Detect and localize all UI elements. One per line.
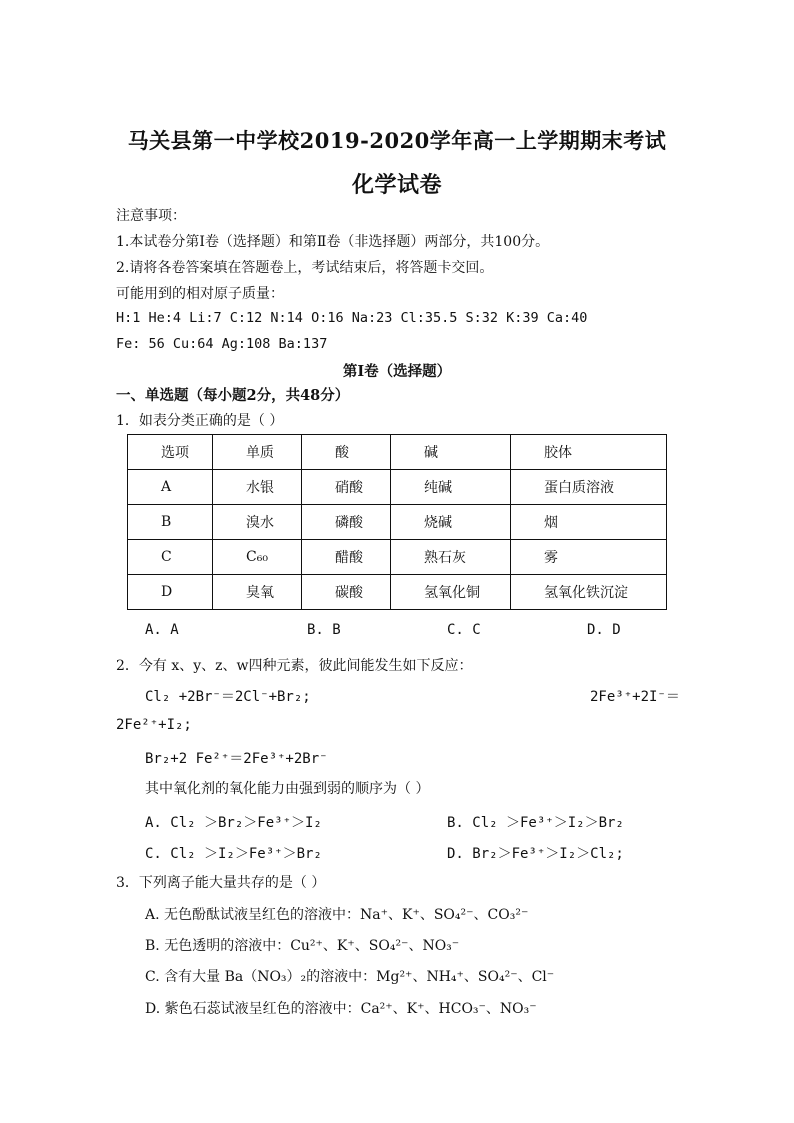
table-header-cell: 选项 [128,435,213,470]
q2-option-a: A. Cl₂ ＞Br₂＞Fe³⁺＞I₂ [145,815,322,831]
q1-stem: 1．如表分类正确的是（ ） [116,413,284,429]
q3-option-a: A. 无色酚酞试液呈红色的溶液中：Na⁺、K⁺、SO₄²⁻、CO₃²⁻ [145,907,529,923]
q1-classification-table [127,434,667,610]
table-cell: 熟石灰 [391,540,511,575]
q2-stem: 2．今有 x、y、z、w四种元素，彼此间能发生如下反应： [116,658,473,674]
q1-option-b: B. B [307,622,341,638]
table-cell: 臭氧 [213,575,302,610]
table-header-cell: 胶体 [511,435,667,470]
q1-option-d: D. D [587,622,621,638]
q2-reaction-2a: 2Fe³⁺+2I⁻＝ [590,689,680,705]
table-header-row [128,435,667,470]
q2-option-c: C. Cl₂ ＞I₂＞Fe³⁺＞Br₂ [145,846,322,862]
q2-option-d: D. Br₂＞Fe³⁺＞I₂＞Cl₂; [447,846,624,862]
table-cell: 磷酸 [302,505,391,540]
table-cell: D [128,575,213,610]
q3-stem: 3．下列离子能大量共存的是（ ） [116,875,326,891]
q2-reaction-2b: 2Fe²⁺+I₂; [116,717,192,733]
atomic-mass-heading: 可能用到的相对原子质量： [116,286,284,302]
table-row [128,540,667,575]
q2-reaction-3: Br₂+2 Fe²⁺＝2Fe³⁺+2Br⁻ [145,751,328,767]
section-title: 第Ⅰ卷（选择题） [342,363,452,380]
table-row [128,575,667,610]
table-cell: C₆₀ [213,540,302,575]
table-cell: 雾 [511,540,667,575]
notice-line-1: 1.本试卷分第Ⅰ卷（选择题）和第Ⅱ卷（非选择题）两部分，共100分。 [116,234,550,250]
table-row [128,470,667,505]
table-cell: 醋酸 [302,540,391,575]
table-cell: B [128,505,213,540]
part-title: 一、单选题（每小题2分，共48分） [116,387,350,404]
table-row [128,505,667,540]
q3-option-c: C. 含有大量 Ba（NO₃）₂的溶液中：Mg²⁺、NH₄⁺、SO₄²⁻、Cl⁻ [145,969,555,985]
exam-subtitle: 化学试卷 [351,172,442,198]
notice-heading: 注意事项： [116,208,186,224]
table-cell: 溴水 [213,505,302,540]
table-cell: 烧碱 [391,505,511,540]
exam-title: 马关县第一中学校2019-2020学年高一上学期期末考试 [127,128,667,153]
table-cell: 氢氧化铜 [391,575,511,610]
table-cell: 蛋白质溶液 [511,470,667,505]
atomic-mass-line-1: H:1 He:4 Li:7 C:12 N:14 O:16 Na:23 Cl:35.5 S:32 K:39 Ca:40 [116,310,588,326]
table-header-cell: 碱 [391,435,511,470]
q2-question: 其中氧化剂的氧化能力由强到弱的顺序为（ ） [145,781,430,797]
q3-option-d: D. 紫色石蕊试液呈红色的溶液中：Ca²⁺、K⁺、HCO₃⁻、NO₃⁻ [145,1001,537,1017]
table-header-cell: 酸 [302,435,391,470]
table-cell: 氢氧化铁沉淀 [511,575,667,610]
table-cell: 纯碱 [391,470,511,505]
q1-option-a: A. A [145,622,179,638]
table-cell: 碳酸 [302,575,391,610]
table-header-cell: 单质 [213,435,302,470]
q2-reaction-1: Cl₂ +2Br⁻＝2Cl⁻+Br₂; [145,689,311,705]
q1-option-c: C. C [447,622,481,638]
table-cell: 硝酸 [302,470,391,505]
notice-line-2: 2.请将各卷答案填在答题卷上，考试结束后，将答题卡交回。 [116,260,494,276]
q2-option-b: B. Cl₂ ＞Fe³⁺＞I₂＞Br₂ [447,815,624,831]
table-cell: 烟 [511,505,667,540]
atomic-mass-line-2: Fe: 56 Cu:64 Ag:108 Ba:137 [116,336,328,352]
q3-option-b: B. 无色透明的溶液中：Cu²⁺、K⁺、SO₄²⁻、NO₃⁻ [145,938,460,954]
table-cell: 水银 [213,470,302,505]
table-cell: A [128,470,213,505]
table-cell: C [128,540,213,575]
